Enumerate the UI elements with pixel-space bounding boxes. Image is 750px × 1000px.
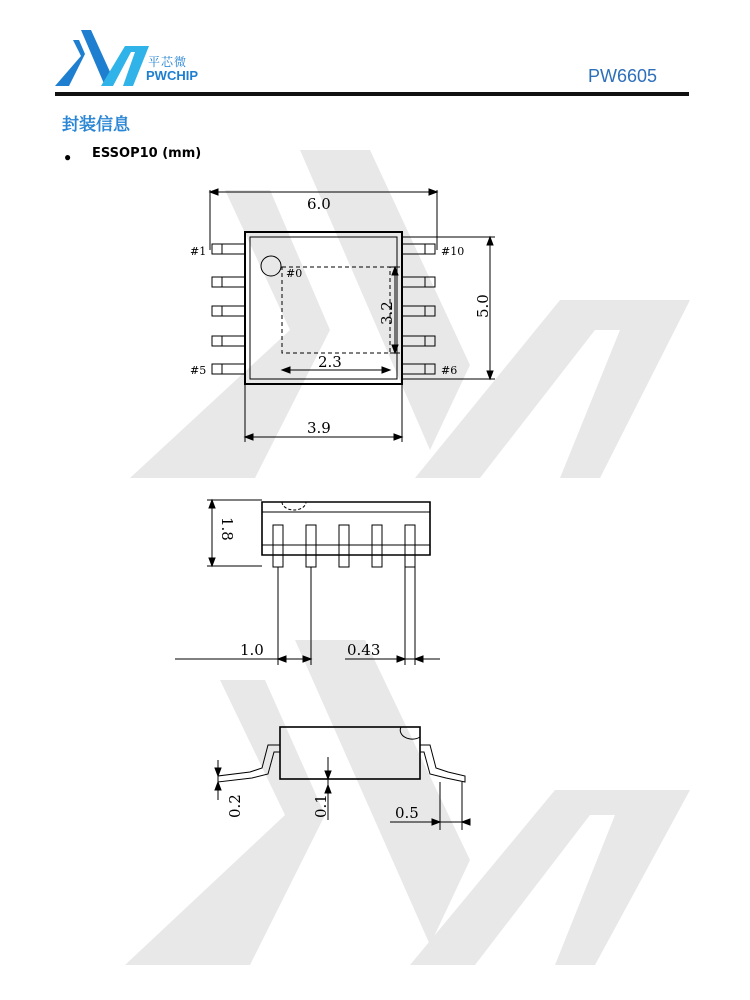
pin5-label: #5: [190, 364, 207, 377]
package-type-label: ESSOP10 (mm): [92, 146, 202, 161]
pin10-label: #10: [441, 245, 465, 258]
pad-label: #0: [286, 267, 303, 280]
pwchip-logo: [55, 28, 150, 90]
dim-height: 1.8: [218, 517, 236, 541]
header-divider: [55, 92, 689, 96]
part-number: PW6605: [587, 66, 657, 86]
dim-pad-width: 2.3: [318, 353, 342, 371]
logo-chinese-name: 平芯微: [148, 55, 188, 69]
dim-overall-width: 6.0: [307, 195, 331, 213]
dim-pitch: 1.0: [240, 641, 264, 659]
dim-body-length: 5.0: [474, 294, 492, 318]
pin1-label: #1: [190, 245, 207, 258]
dim-lead-width: 0.43: [347, 641, 381, 659]
dim-lead-thickness: 0.2: [226, 794, 244, 818]
dim-standoff: 0.1: [312, 794, 330, 818]
logo-english-name: PWCHIP: [146, 68, 198, 83]
dim-body-width: 3.9: [307, 419, 331, 437]
bullet-icon: ●: [64, 150, 72, 164]
dim-pad-length: 3.2: [378, 301, 396, 325]
section-title: 封装信息: [62, 115, 130, 135]
pin6-label: #6: [441, 364, 458, 377]
dim-foot-length: 0.5: [395, 804, 419, 822]
